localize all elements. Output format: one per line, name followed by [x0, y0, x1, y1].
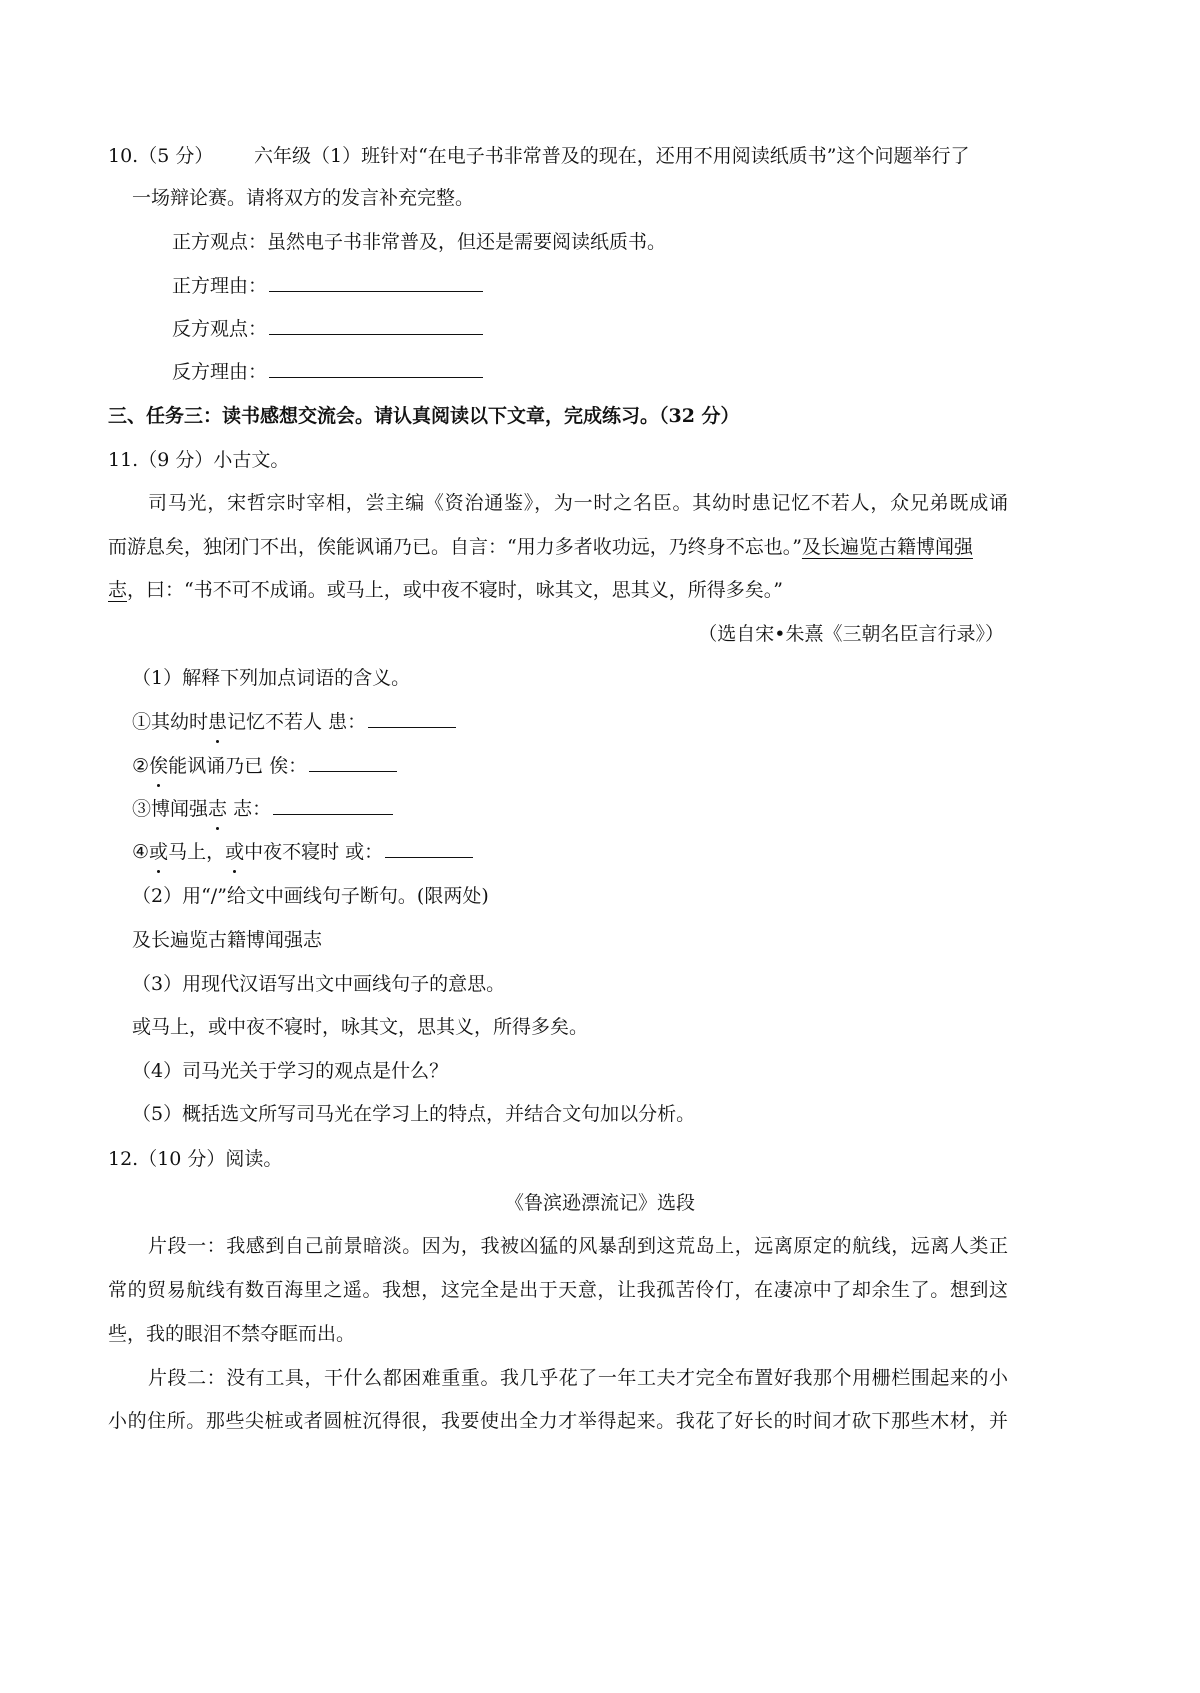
q11-item3: [132, 795, 393, 823]
con-reason-blank[interactable]: [269, 359, 483, 378]
item4-blank[interactable]: [385, 839, 473, 858]
item-text: 记忆不若人 患：: [227, 711, 367, 733]
pro-reason-label: 正方理由：: [172, 275, 268, 297]
q12-header: 12.（10 分）阅读。: [108, 1148, 283, 1170]
q10-con-view: [172, 315, 483, 343]
q11-header: 11.（9 分）小古文。: [108, 449, 290, 471]
item-text: 马上，: [168, 841, 226, 863]
q11-passage-line2: [108, 533, 973, 561]
pro-reason-blank[interactable]: [269, 273, 483, 292]
q11-sub2-sentence: 及长遍览古籍博闻强志: [132, 929, 323, 951]
item-text: 中夜不寝时 或：: [244, 841, 384, 863]
q12-frag2-line1: 片段二：没有工具，干什么都困难重重。我几乎花了一年工夫才完全布置好我那个用栅栏围起来的小: [148, 1367, 1008, 1389]
dotted-word: 志: [208, 795, 227, 823]
q10-pro-reason: [172, 272, 483, 300]
section3-title: 三、任务三：读书感想交流会。请认真阅读以下文章，完成练习。（32 分）: [108, 405, 740, 427]
passage-plain-text: 而游息矣，独闭门不出，俟能讽诵乃已。自言：“用力多者收功远，乃终身不忘也。”: [108, 536, 802, 558]
con-reason-label: 反方理由：: [172, 361, 268, 383]
q10-number: 10.（5 分）: [108, 145, 214, 167]
q10-pro-view: 正方观点：虽然电子书非常普及，但还是需要阅读纸质书。: [172, 231, 667, 253]
dotted-word: 俟: [149, 752, 168, 780]
item-text: 其幼时: [151, 711, 209, 733]
q10-con-reason: [172, 358, 483, 386]
q10-prompt-line2: 一场辩论赛。请将双方的发言补充完整。: [132, 187, 475, 209]
con-view-blank[interactable]: [269, 316, 483, 335]
dotted-word: 患: [208, 708, 227, 736]
q11-sub3-title: （3）用现代汉语写出文中画线句子的意思。: [132, 973, 506, 995]
q12-frag1-line2: 常的贸易航线有数百海里之遥。我想，这完全是出于天意，让我孤苦伶仃，在凄凉中了却余生了。想到这: [108, 1279, 1008, 1301]
item-num: ②: [132, 755, 150, 777]
q12-passage-title: 《鲁滨逊漂流记》选段: [504, 1192, 695, 1214]
q12-frag1-line3: 些，我的眼泪不禁夺眶而出。: [108, 1323, 356, 1345]
q12-frag1-line1: 片段一：我感到自己前景暗淡。因为，我被凶猛的风暴刮到这荒岛上，远离原定的航线，远离人类正: [148, 1235, 1008, 1257]
item-num: ④: [132, 841, 150, 863]
q11-passage-line1: 司马光，宋哲宗时宰相，尝主编《资治通鉴》，为一时之名臣。其幼时患记忆不若人，众兄弟既成诵: [148, 492, 1008, 514]
passage-plain-end: ，曰：“书不可不成诵。或马上，或中夜不寝时，咏其文，思其义，所得多矣。”: [127, 579, 783, 601]
q11-sub5-title: （5）概括选文所写司马光在学习上的特点，并结合文句加以分析。: [132, 1103, 696, 1125]
q11-sub2-title: （2）用“/”给文中画线句子断句。(限两处): [132, 885, 489, 907]
q12-frag2-line2: 小的住所。那些尖桩或者圆桩沉得很，我要使出全力才举得起来。我花了好长的时间才砍下那些木材，并: [108, 1410, 1008, 1432]
passage-underlined-end: 志: [108, 579, 128, 601]
passage-underlined-sentence: 及长遍览古籍博闻强: [801, 536, 973, 558]
item-num: ①: [132, 711, 152, 733]
q11-item1: [132, 708, 456, 736]
q11-sub3-sentence: 或马上，或中夜不寝时，咏其文，思其义，所得多矣。: [132, 1016, 589, 1038]
item3-blank[interactable]: [273, 796, 393, 815]
q11-sub1-title: （1）解释下列加点词语的含义。: [132, 667, 411, 689]
q11-passage-line3: [108, 576, 783, 604]
item2-blank[interactable]: [309, 753, 397, 772]
dotted-word: 或: [225, 838, 244, 866]
q10-prompt-line1: 六年级（1）班针对“在电子书非常普及的现在，还用不用阅读纸质书”这个问题举行了: [254, 145, 970, 167]
dotted-word: 或: [149, 838, 168, 866]
item-text: ③博闻强: [132, 798, 209, 820]
q11-item4: [132, 838, 473, 866]
q11-item2: [132, 752, 397, 780]
con-view-label: 反方观点：: [172, 318, 268, 340]
item1-blank[interactable]: [368, 709, 456, 728]
item-text: 志：: [227, 798, 272, 820]
q11-source: （选自宋•朱熹《三朝名臣言行录》）: [698, 623, 1004, 645]
q11-sub4-title: （4）司马光关于学习的观点是什么？: [132, 1060, 449, 1082]
item-text: 能讽诵乃已 俟：: [168, 755, 308, 777]
